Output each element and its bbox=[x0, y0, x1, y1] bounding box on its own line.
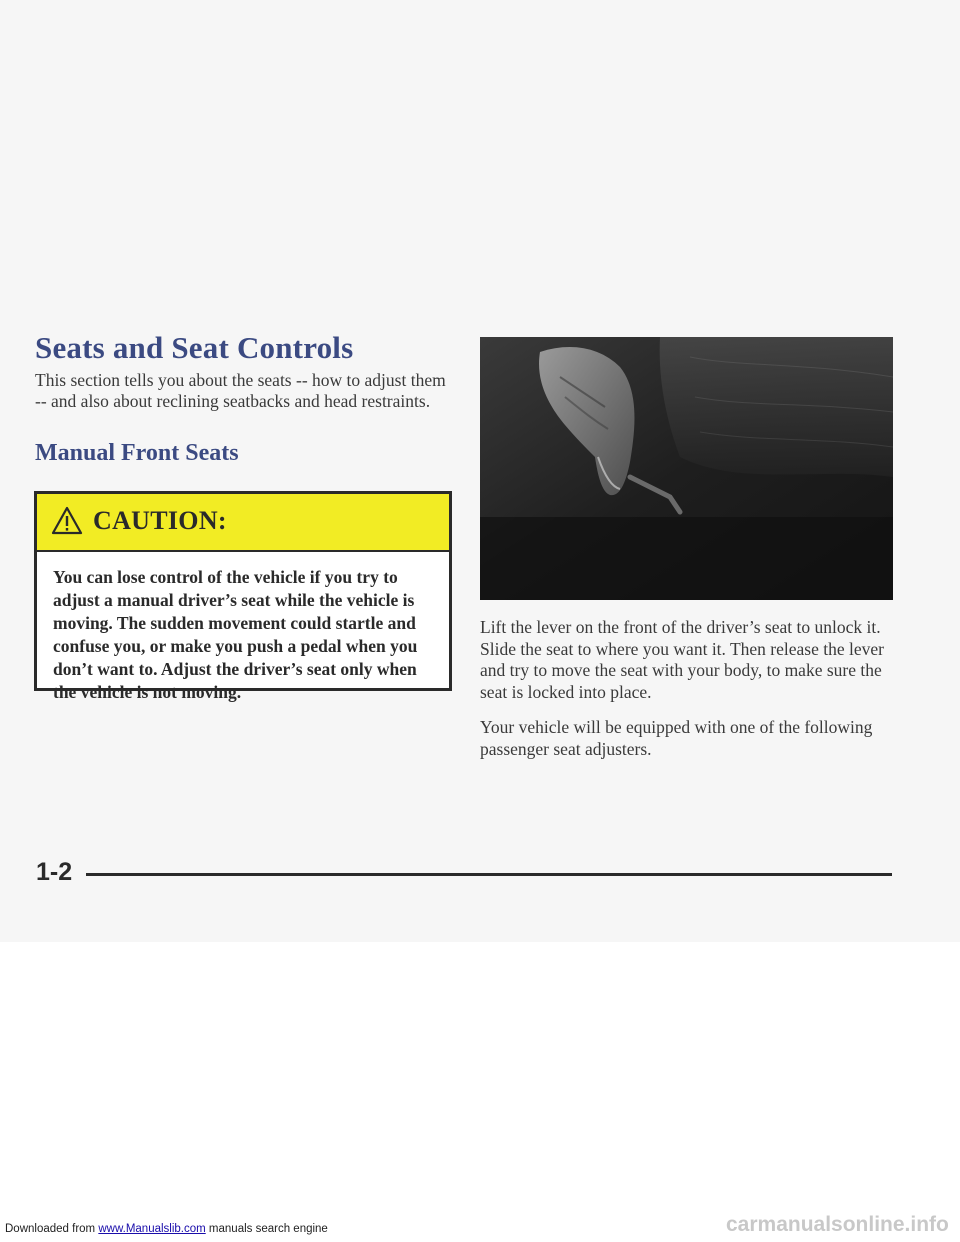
caution-header bbox=[37, 494, 449, 552]
caution-text: You can lose control of the vehicle if you try to adjust a manual driver’s seat while the vehicle is moving. The sudden movement could startle and confuse you, or make you push a pedal when you don’t want to. Adjust the driver’s seat only when the vehicle is not moving. bbox=[53, 567, 418, 702]
lever-instructions: Lift the lever on the front of the driver’s seat to unlock it. Slide the seat to where you want it. Then release the lever and try to move the seat with your body, to make sure the seat is locked into place. bbox=[480, 617, 884, 702]
banner-prefix: Downloaded from bbox=[5, 1223, 96, 1235]
manualslib-link[interactable]: www.Manualslib.com bbox=[98, 1223, 206, 1235]
caution-box bbox=[34, 491, 452, 702]
subsection-title: Manual Front Seats bbox=[35, 440, 239, 466]
watermark: carmanualsonline.info bbox=[726, 1213, 949, 1236]
section-title: Seats and Seat Controls bbox=[35, 330, 354, 365]
footer-rule bbox=[86, 873, 892, 876]
download-banner bbox=[5, 1223, 328, 1235]
seat-lever-photo bbox=[480, 337, 893, 600]
warning-triangle-icon bbox=[51, 506, 83, 536]
section-intro: This section tells you about the seats -- how to adjust them -- and also about reclining seatbacks and head restraints. bbox=[35, 370, 446, 411]
banner-suffix: manuals search engine bbox=[208, 1223, 328, 1235]
caution-label: CAUTION: bbox=[93, 506, 227, 535]
seat-lever-illustration bbox=[480, 337, 893, 600]
page-number: 1-2 bbox=[36, 858, 73, 886]
passenger-adjuster-note: Your vehicle will be equipped with one of the following passenger seat adjusters. bbox=[480, 717, 873, 759]
